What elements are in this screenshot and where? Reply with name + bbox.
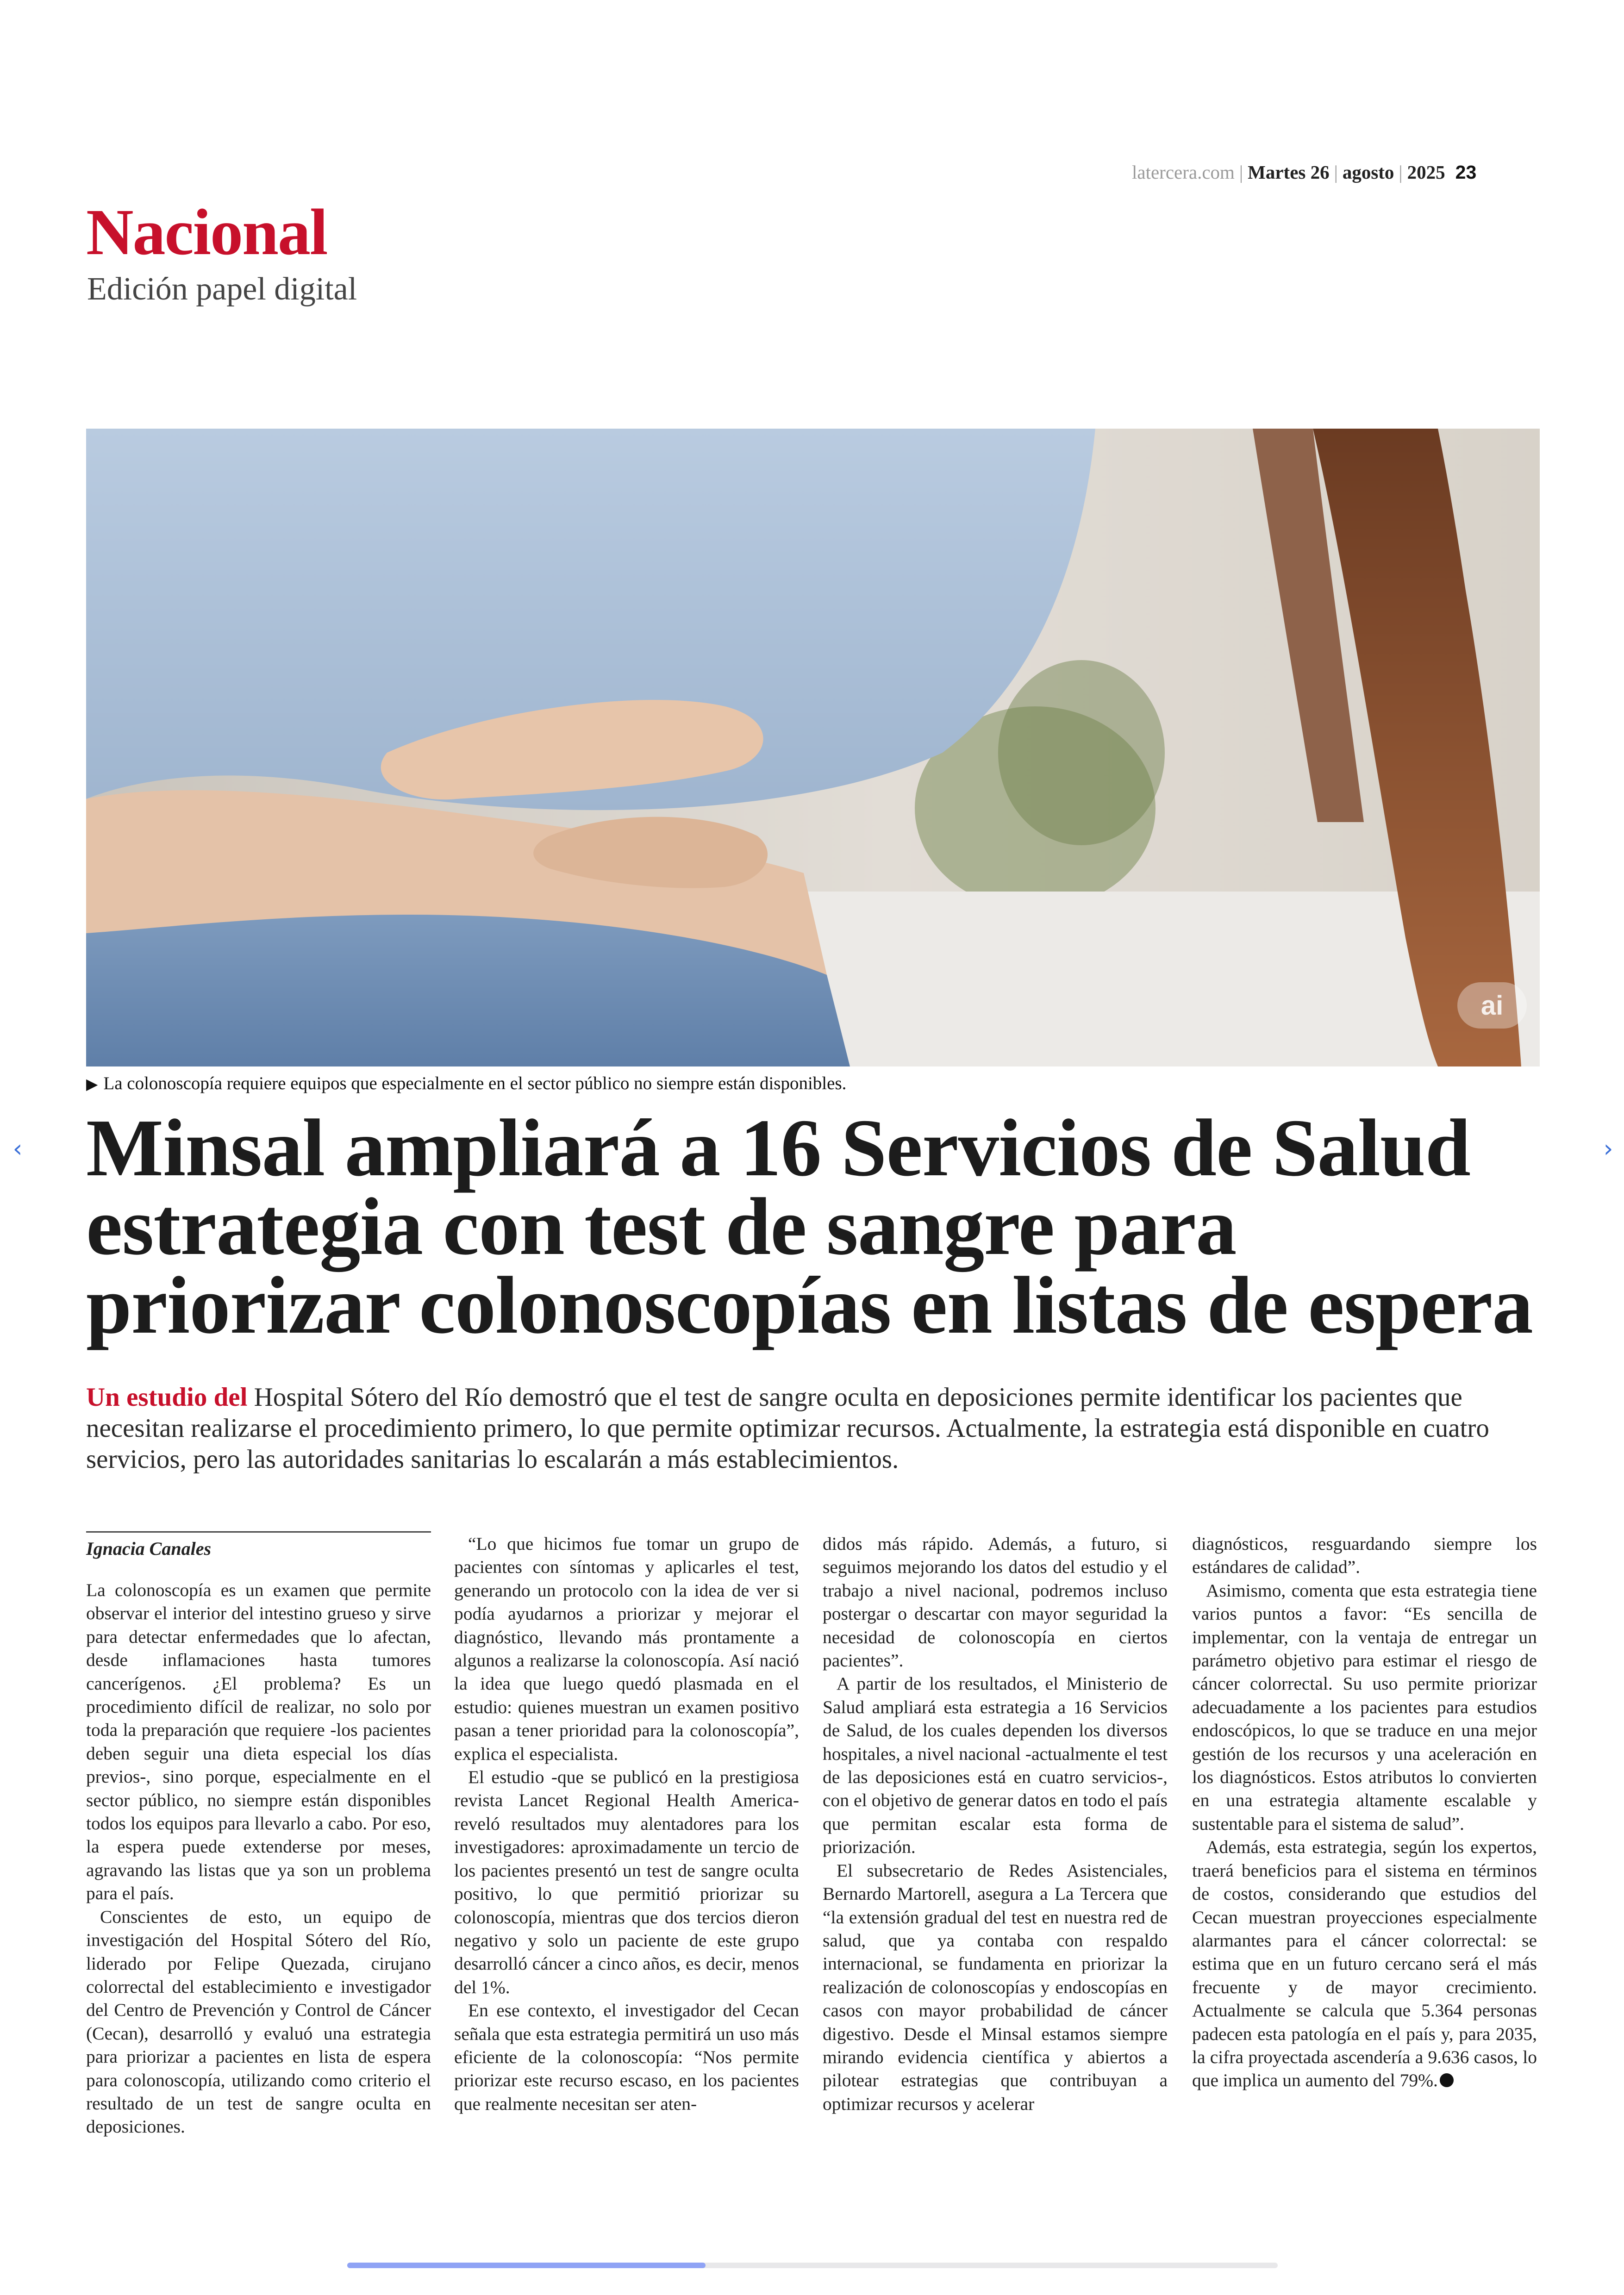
masthead: latercera.com | Martes 26 | agosto | 2025 23: [1132, 162, 1477, 183]
lede-lead-in: Un estudio del: [86, 1383, 248, 1412]
next-page-chevron-icon[interactable]: ›: [1603, 1135, 1613, 1163]
paragraph: diagnósticos, resguardando siempre los estándares de calidad”.: [1192, 1534, 1537, 1578]
caption-arrow-icon: ▶: [86, 1075, 98, 1093]
end-of-article-icon: [1440, 2073, 1454, 2087]
byline-rule: [86, 1531, 431, 1533]
article-column-1: [86, 1578, 431, 2139]
byline: Ignacia Canales: [86, 1538, 212, 1559]
paragraph: El estudio -que se publicó en la prestigiosa revista Lancet Regional Health America- reveló resultados muy alentadores para los investigadores: aproximadamente un tercio de los pacientes presentó un test de sangre oculta positivo, lo que permitió priorizar su colonoscopía, mientras que dos tercios dieron negativo y solo un paciente de este grupo desarrolló cáncer a cinco años, es decir, menos del 1%.: [454, 1767, 799, 1997]
article-photo: [86, 429, 1540, 1066]
site-name: latercera.com: [1132, 162, 1235, 183]
paragraph: “Lo que hicimos fue tomar un grupo de pacientes con síntomas y aplicarles el test, generando un protocolo con la idea de ver si podía ayudarnos a priorizar y mejorar el diagnóstico, llevando más prontamente a algunos a realizarse la colonoscopía. Así nació la idea que luego quedó plasmada en el estudio: quienes muestran un examen positivo pasan a tener prioridad para la colonoscopía”, explica el especialista.: [454, 1534, 799, 1764]
paragraph: La colonoscopía es un examen que permite observar el interior del intestino grueso y sirve para detectar enfermedades que lo afectan, desde inflamaciones hasta tumores cancerígenos. ¿El problema? Es un procedimiento difícil de realizar, no solo por toda la preparación que requiere -los pacientes deben seguir una dieta especial los días previos-, sino porque, especialmente en el sector público, no siempre están disponibles todos los equipos para llevarlo a cabo. Por eso, la espera puede extenderse por meses, agravando las listas que ya son un problema para el país.: [86, 1580, 431, 1904]
masthead-day: Martes 26: [1248, 162, 1330, 183]
ai-generated-badge: ai: [1457, 982, 1527, 1029]
paragraph: A partir de los resultados, el Ministerio de Salud ampliará esta estrategia a 16 Servicios de Salud, de los cuales dependen los diversos hospitales, a nivel nacional -actualmente el test de las deposiciones está en cuatro servicios-, con el objetivo de generar datos en todo el país que permitan escalar esta forma de priorización.: [823, 1673, 1168, 1858]
paragraph: En ese contexto, el investigador del Cecan señala que esta estrategia permitirá un uso más eficiente de la colonoscopía: “Nos permite priorizar este recurso escaso, en los pacientes que realmente necesitan ser aten-: [454, 2000, 799, 2114]
paragraph: Asimismo, comenta que esta estrategia tiene varios puntos a favor: “Es sencilla de implementar, con la ventaja de entregar un parámetro objetivo para estimar el riesgo de cáncer colorrectal. Su uso permite priorizar adecuadamente a los pacientes para estudios endoscópicos, lo que se traduce en una mejor gestión de los recursos y una aceleración en los diagnósticos. Estos atributos lo convierten en una estrategia altamente escalable y sustentable para el sistema de salud”.: [1192, 1580, 1537, 1834]
masthead-month: agosto: [1342, 162, 1394, 183]
previous-page-chevron-icon[interactable]: ‹: [12, 1135, 23, 1163]
article-column-3: [823, 1532, 1168, 2115]
paragraph-text: Además, esta estrategia, según los expertos, traerá beneficios para el sistema en términos de costos, considerando que estudios del Cecan muestran proyecciones especialmente alarmantes para el cáncer colorrectal: se estima que en un futuro cercano será el más frecuente y de mayor crecimiento. Actualmente se calcula que 5.364 personas padecen esta patología en el país y, para 2035, la cifra proyectada ascendería a 9.636 casos, lo que implica un aumento del 79%.: [1192, 1837, 1537, 2091]
page-number: 23: [1455, 162, 1477, 183]
masthead-year: 2025: [1407, 162, 1445, 183]
headline-line-3: priorizar colonoscopías en listas de espera: [86, 1260, 1533, 1351]
section-title: Nacional: [86, 195, 327, 268]
page-scroll-thumb[interactable]: [347, 2263, 706, 2268]
photo-illustration: [86, 429, 1540, 1066]
paragraph: didos más rápido. Además, a futuro, si seguimos mejorando los datos del estudio y el trabajo a nivel nacional, podremos incluso postergar o descartar con mayor seguridad la necesidad de colonoscopía en ciertos pacientes”.: [823, 1534, 1168, 1671]
lede-paragraph: [86, 1382, 1544, 1475]
edition-subtitle: Edición papel digital: [87, 271, 357, 307]
paragraph: Conscientes de esto, un equipo de investigación del Hospital Sótero del Río, liderado por Felipe Quezada, cirujano colorrectal del establecimiento e investigador del Centro de Prevención y Control de Cáncer (Cecan), desarrolló y evaluó una estrategia para priorizar a pacientes en lista de espera para colonoscopía, utilizando como criterio el resultado de un test de sangre oculta en deposiciones.: [86, 1906, 431, 2137]
photo-caption: [86, 1073, 846, 1094]
headline: [86, 1103, 1544, 1351]
headline-line-1: Minsal ampliará a 16 Servicios de Salud: [86, 1103, 1470, 1193]
article-column-4: [1192, 1532, 1537, 2092]
headline-line-2: estrategia con test de sangre para: [86, 1181, 1237, 1272]
caption-text: La colonoscopía requiere equipos que especialmente en el sector público no siempre están disponibles.: [103, 1073, 847, 1093]
lede-text: Hospital Sótero del Río demostró que el test de sangre oculta en deposiciones permite identificar los pacientes que necesitan realizarse el procedimiento primero, lo que permite optimizar recursos. Actualmente, la estrategia está disponible en cuatro servicios, pero las autoridades sanitarias lo escalarán a más establecimientos.: [86, 1383, 1489, 1474]
article-column-2: [454, 1532, 799, 2115]
paragraph-final: [1192, 1835, 1537, 2092]
paragraph: El subsecretario de Redes Asistenciales, Bernardo Martorell, asegura a La Tercera que “la extensión gradual del test en nuestra red de salud, que ya contaba con respaldo internacional, se fundamenta en priorizar la realización de colonoscopías y endoscopías en casos con mayor probabilidad de cáncer digestivo. Desde el Minsal estamos siempre mirando evidencia científica y abiertos a pilotear estrategias que contribuyan a optimizar recursos y acelerar: [823, 1860, 1168, 2114]
